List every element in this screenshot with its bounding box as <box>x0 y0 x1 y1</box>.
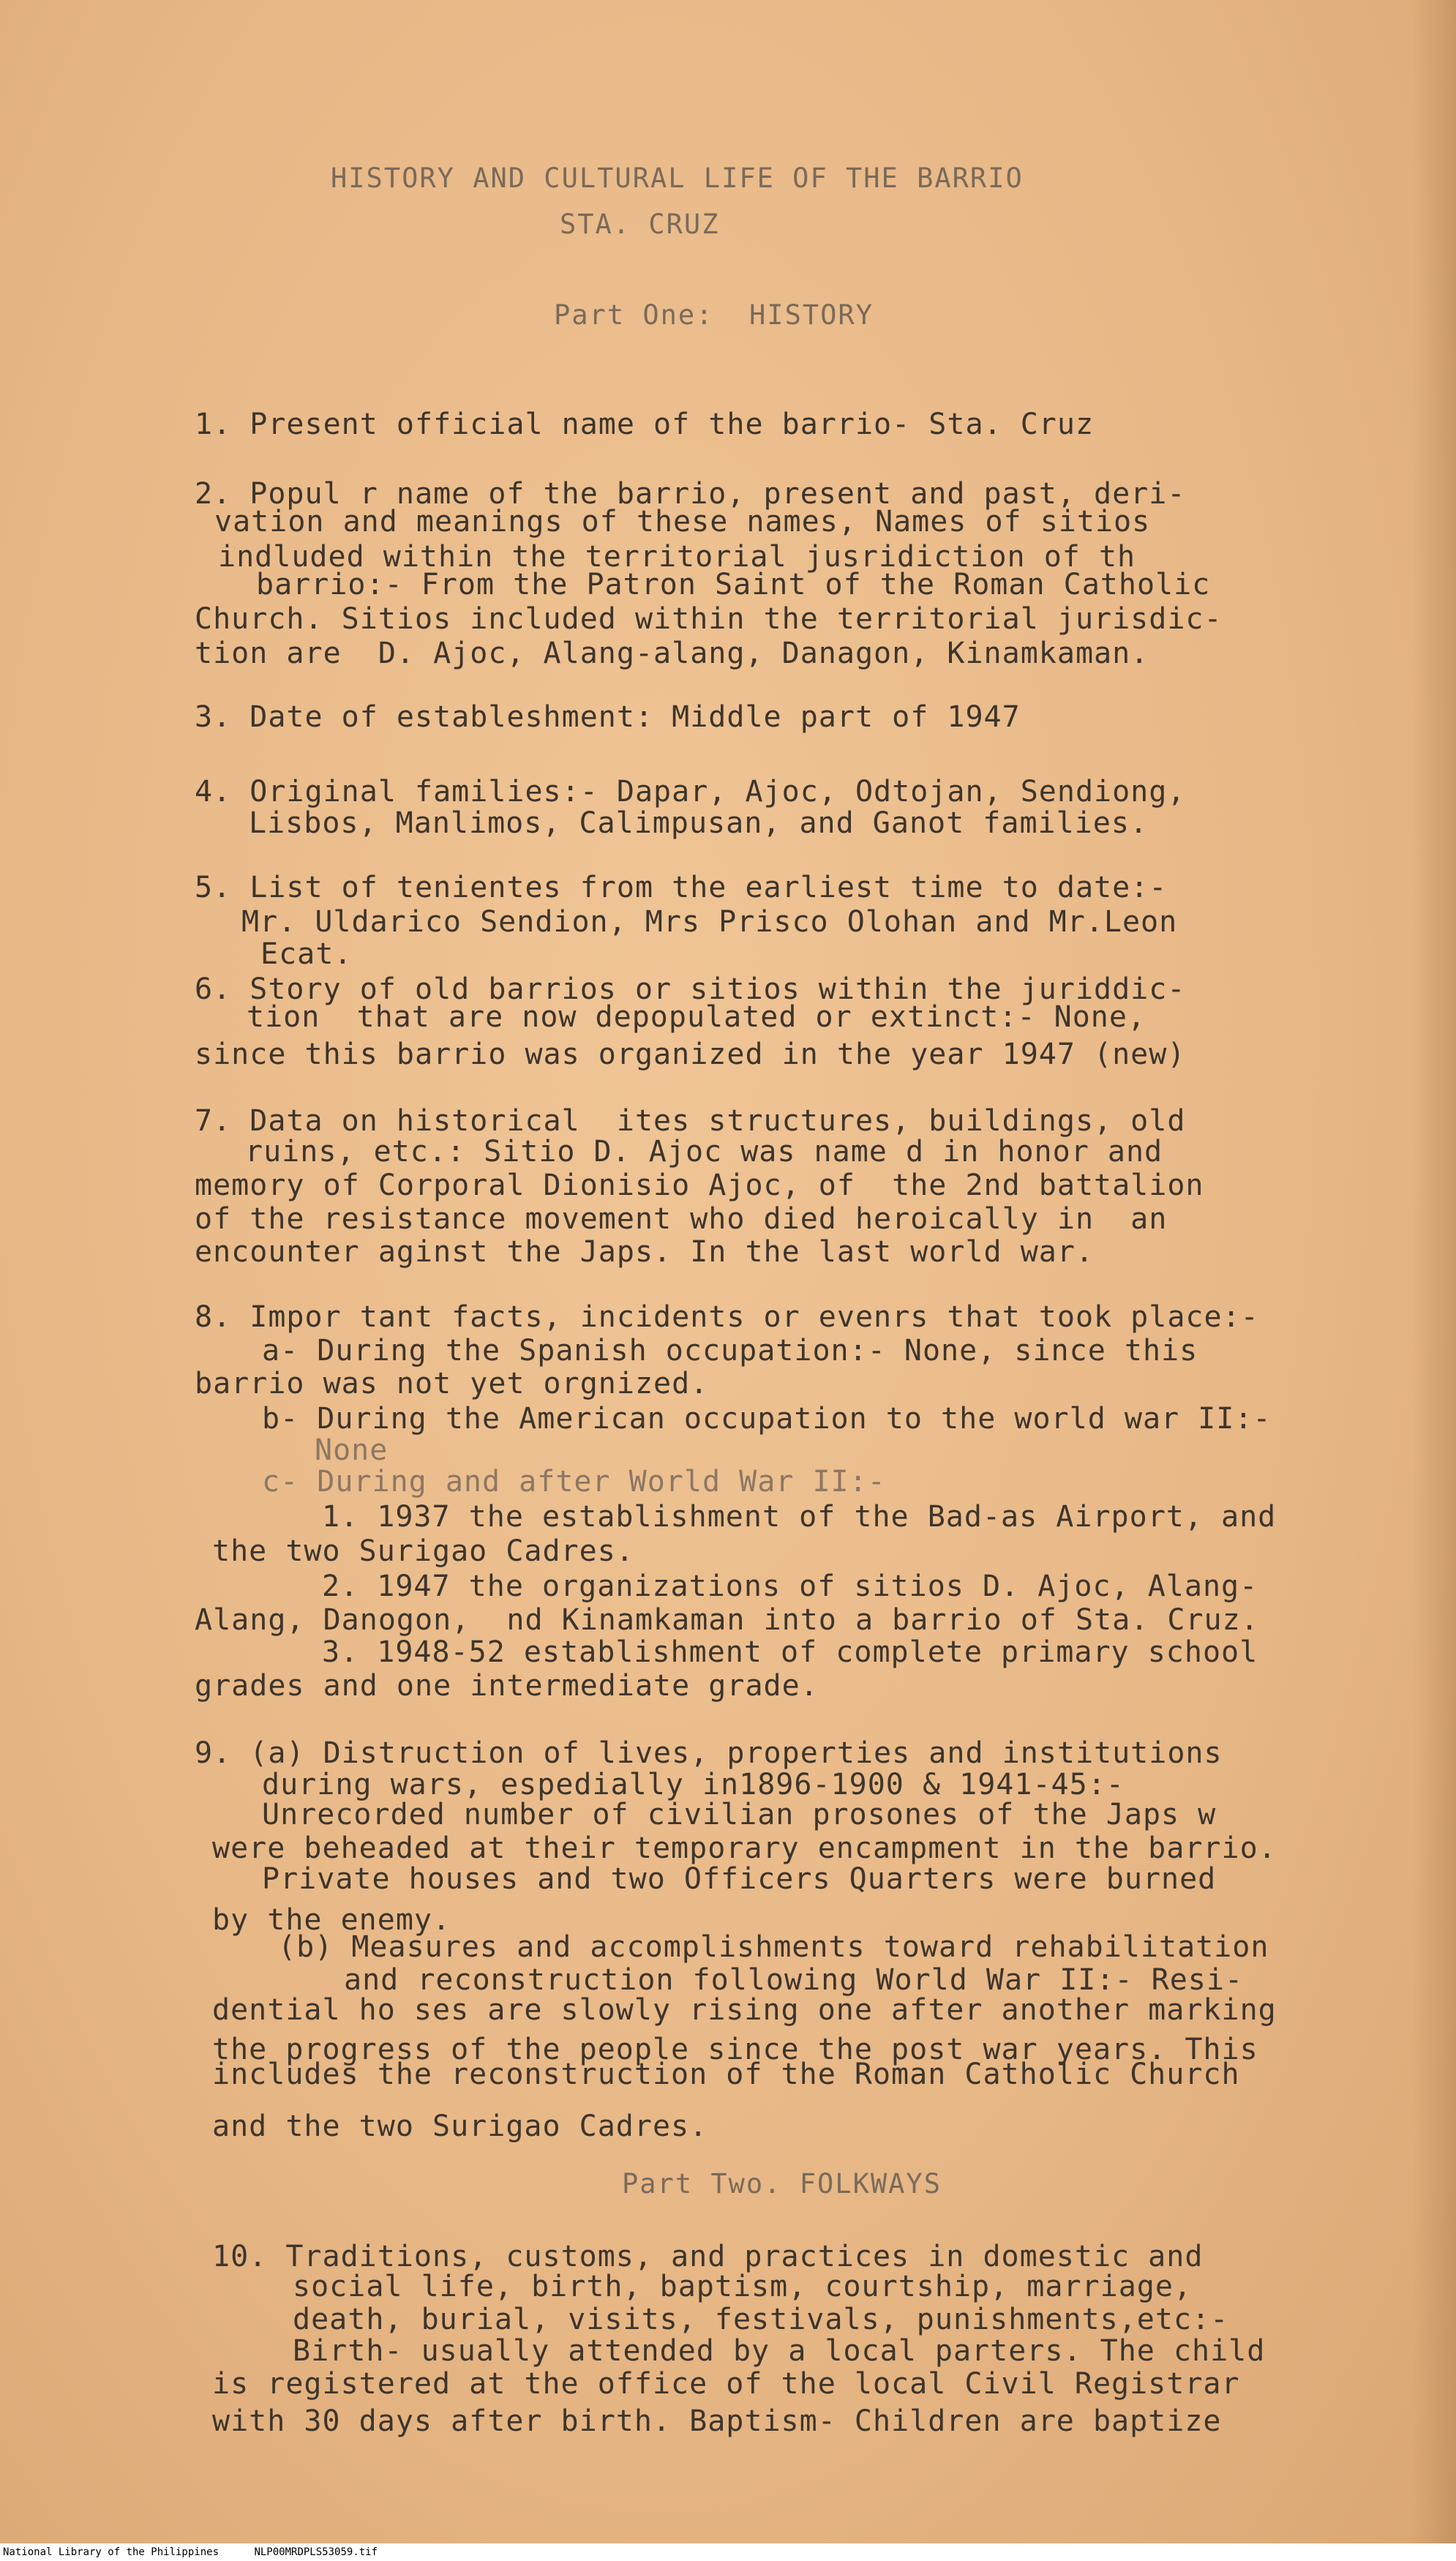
text-line: dential ho ses are slowly rising one after another marking <box>212 1993 1277 2027</box>
text-line: tion are D. Ajoc, Alang-alang, Danagon, Kinamkaman. <box>195 637 1149 670</box>
text-line: is registered at the office of the local Civil Registrar <box>212 2367 1240 2401</box>
text-line: ruins, etc.: Sitio D. Ajoc was name d in honor and <box>245 1135 1163 1169</box>
text-line: a- During the Spanish occupation:- None, since this <box>262 1334 1198 1368</box>
footer-filename: NLP00MRDPLS53059.tif <box>254 2546 378 2558</box>
footer-source: National Library of the Philippines <box>3 2546 219 2558</box>
text-line: indluded within the territorial jusridiction of th <box>218 540 1136 574</box>
text-line: (b) Measures and accomplishments toward rehabilitation <box>278 1930 1269 1964</box>
text-line: barrio was not yet orgnized. <box>195 1367 709 1401</box>
text-line: Private houses and two Officers Quarters were burned <box>262 1862 1217 1896</box>
text-line: c- During and after World War II:- <box>262 1465 886 1499</box>
text-line: 5. List of tenientes from the earliest time to date:- <box>195 871 1168 904</box>
text-line: Ecat. <box>260 937 353 971</box>
text-line: Lisbos, Manlimos, Calimpusan, and Ganot families. <box>249 806 1149 840</box>
text-line: Church. Sitios included within the territorial jurisdic- <box>195 602 1223 636</box>
text-line: None <box>315 1433 389 1467</box>
text-line: the progress of the people since the post war years. This <box>212 2033 1258 2066</box>
text-line: were beheaded at their temporary encampment in the barrio. <box>212 1831 1277 1865</box>
text-line: vation and meanings of these names, Names of sitios <box>214 505 1151 539</box>
document-subtitle: STA. CRUZ <box>560 209 720 240</box>
text-line: tion that are now depopulated or extinct:- None, <box>247 1000 1147 1034</box>
part-two-heading: Part Two. FOLKWAYS <box>622 2168 942 2200</box>
text-line: and the two Surigao Cadres. <box>212 2110 708 2143</box>
text-line: death, burial, visits, festivals, punishments,etc:- <box>293 2303 1229 2336</box>
page-edge-shadow <box>1412 0 1456 2561</box>
text-line: 4. Original families:- Dapar, Ajoc, Odtojan, Sendiong, <box>195 775 1186 809</box>
document-title: HISTORY AND CULTURAL LIFE OF THE BARRIO <box>331 162 1024 194</box>
text-line: 9. (a) Distruction of lives, properties and institutions <box>195 1736 1223 1770</box>
text-line: Unrecorded number of civilian prosones of the Japs w <box>262 1798 1217 1831</box>
text-line: the two Surigao Cadres. <box>212 1534 634 1568</box>
text-line: social life, birth, baptism, courtship, marriage, <box>293 2270 1193 2303</box>
text-line: 1. Present official name of the barrio- Sta. Cruz <box>195 408 1095 441</box>
text-line: of the resistance movement who died heroically in an <box>195 1202 1168 1236</box>
text-line: 2. 1947 the organizations of sitios D. Ajoc, Alang- <box>322 1570 1258 1603</box>
text-line: 3. Date of estableshment: Middle part of 1947 <box>195 700 1021 734</box>
text-line: during wars, espedially in1896-1900 & 1941-45:- <box>262 1768 1125 1801</box>
text-line: 3. 1948-52 establishment of complete primary school <box>322 1635 1258 1669</box>
text-line: by the enemy. <box>212 1903 451 1937</box>
text-line: 2. Popul r name of the barrio, present and past, deri- <box>195 477 1186 511</box>
text-line: Alang, Danogon, nd Kinamkaman into a barrio of Sta. Cruz. <box>195 1603 1259 1637</box>
text-line: and reconstruction following World War II:- Resi- <box>344 1963 1244 1997</box>
text-line: Mr. Uldarico Sendion, Mrs Prisco Olohan and Mr.Leon <box>241 905 1178 939</box>
part-one-heading: Part One: HISTORY <box>554 299 874 331</box>
text-line: with 30 days after birth. Baptism- Children are baptize <box>212 2404 1222 2438</box>
text-line: 8. Impor tant facts, incidents or evenrs that took place:- <box>195 1300 1259 1334</box>
text-line: encounter aginst the Japs. In the last world war. <box>195 1235 1095 1269</box>
text-line: b- During the American occupation to the world war II:- <box>262 1402 1272 1436</box>
text-line: 6. Story of old barrios or sitios within the juriddic- <box>195 972 1186 1006</box>
text-line: since this barrio was organized in the year 1947 (new) <box>195 1038 1186 1071</box>
scan-footer <box>0 2543 1456 2561</box>
text-line: barrio:- From the Patron Saint of the Roman Catholic <box>256 568 1211 601</box>
text-line: 1. 1937 the establishment of the Bad-as Airport, and <box>322 1500 1277 1534</box>
text-line: includes the reconstruction of the Roman Catholic Church <box>212 2058 1240 2091</box>
text-line: 10. Traditions, customs, and practices in domestic and <box>212 2240 1204 2273</box>
text-line: memory of Corporal Dionisio Ajoc, of the 2nd battalion <box>195 1169 1204 1202</box>
text-line: 7. Data on historical ites structures, buildings, old <box>195 1104 1186 1138</box>
text-line: Birth- usually attended by a local parters. The child <box>293 2334 1266 2368</box>
text-line: grades and one intermediate grade. <box>195 1669 819 1703</box>
